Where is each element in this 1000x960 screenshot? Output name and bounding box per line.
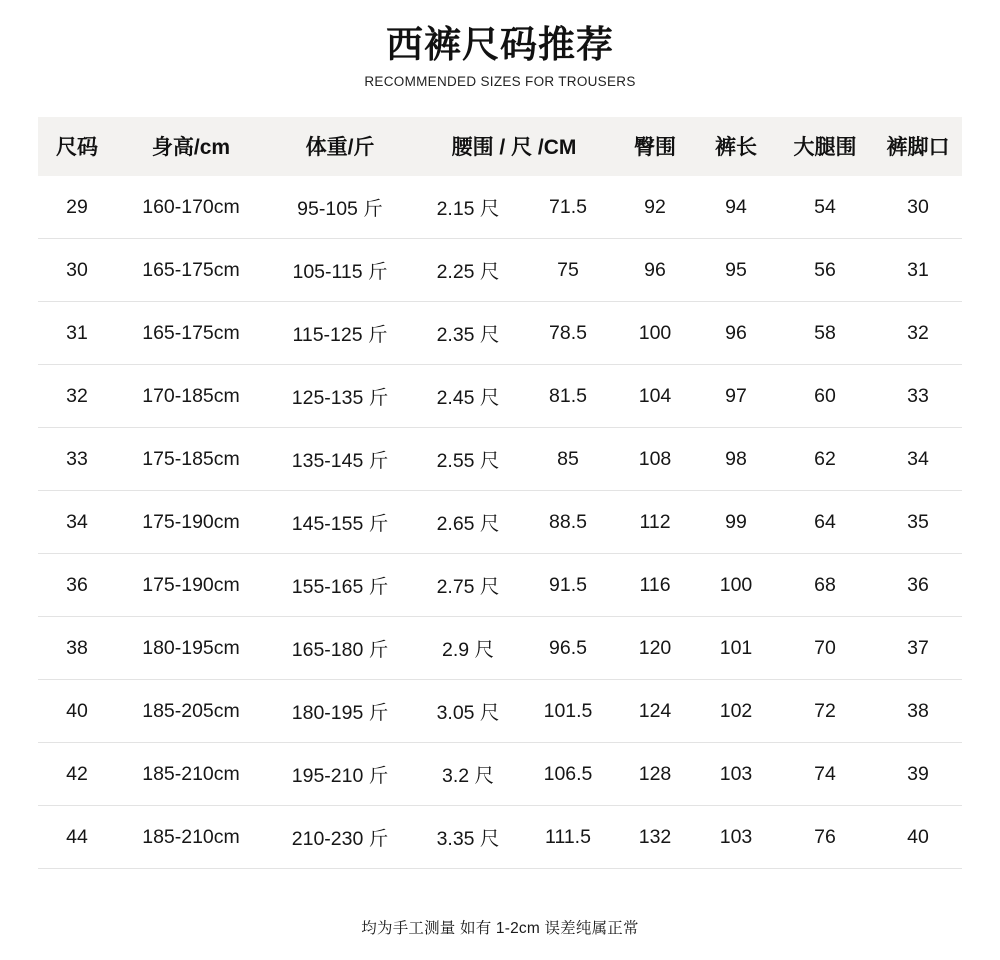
cell-waist-chi: 3.2 尺 [414,743,522,806]
cell-size: 30 [38,239,116,302]
cell-length: 96 [696,302,776,365]
cell-waist-chi: 2.35 尺 [414,302,522,365]
cell-weight: 210-230 斤 [266,806,414,869]
cell-length: 100 [696,554,776,617]
cell-cuff: 33 [874,365,962,428]
table-row [38,302,962,365]
table-row [38,428,962,491]
cell-thigh: 60 [776,365,874,428]
cell-cuff: 37 [874,617,962,680]
cell-waist-cm: 75 [522,239,614,302]
cell-waist-chi: 2.15 尺 [414,176,522,239]
measurement-note: 均为手工测量 如有 1-2cm 误差纯属正常 [361,920,639,937]
cell-size: 32 [38,365,116,428]
table-row [38,365,962,428]
table-row [38,239,962,302]
cell-length: 102 [696,680,776,743]
cell-waist-chi: 2.75 尺 [414,554,522,617]
column-header-weight: 体重/斤 [266,117,414,176]
table-row [38,554,962,617]
cell-weight: 180-195 斤 [266,680,414,743]
cell-height: 165-175cm [116,302,266,365]
cell-length: 97 [696,365,776,428]
cell-weight: 95-105 斤 [266,176,414,239]
cell-height: 180-195cm [116,617,266,680]
column-header-length: 裤长 [696,117,776,176]
cell-waist-cm: 101.5 [522,680,614,743]
cell-size: 31 [38,302,116,365]
cell-waist-chi: 2.65 尺 [414,491,522,554]
cell-thigh: 56 [776,239,874,302]
cell-thigh: 64 [776,491,874,554]
cell-waist-cm: 91.5 [522,554,614,617]
cell-hip: 96 [614,239,696,302]
column-header-waist: 腰围 / 尺 /CM [414,117,614,176]
cell-size: 29 [38,176,116,239]
table-row [38,806,962,869]
cell-height: 185-210cm [116,743,266,806]
cell-size: 40 [38,680,116,743]
cell-length: 101 [696,617,776,680]
table-row [38,617,962,680]
cell-hip: 124 [614,680,696,743]
cell-weight: 125-135 斤 [266,365,414,428]
cell-length: 95 [696,239,776,302]
cell-weight: 105-115 斤 [266,239,414,302]
column-header-thigh: 大腿围 [776,117,874,176]
cell-height: 160-170cm [116,176,266,239]
cell-waist-chi: 3.05 尺 [414,680,522,743]
cell-waist-cm: 88.5 [522,491,614,554]
cell-waist-chi: 2.55 尺 [414,428,522,491]
cell-length: 98 [696,428,776,491]
column-header-size: 尺码 [38,117,116,176]
cell-hip: 116 [614,554,696,617]
title-block [38,0,962,89]
cell-height: 175-185cm [116,428,266,491]
cell-height: 175-190cm [116,554,266,617]
cell-hip: 132 [614,806,696,869]
cell-waist-cm: 96.5 [522,617,614,680]
column-header-cuff: 裤脚口 [874,117,962,176]
cell-thigh: 74 [776,743,874,806]
cell-thigh: 76 [776,806,874,869]
cell-thigh: 68 [776,554,874,617]
cell-waist-cm: 106.5 [522,743,614,806]
column-header-height: 身高/cm [116,117,266,176]
cell-waist-chi: 2.45 尺 [414,365,522,428]
page-title: 西裤尺码推荐 [386,24,614,65]
size-table [38,117,962,869]
cell-hip: 120 [614,617,696,680]
table-header [38,117,962,176]
cell-hip: 100 [614,302,696,365]
cell-waist-cm: 111.5 [522,806,614,869]
cell-weight: 135-145 斤 [266,428,414,491]
cell-hip: 92 [614,176,696,239]
cell-cuff: 32 [874,302,962,365]
table-row [38,176,962,239]
table-row [38,743,962,806]
cell-cuff: 40 [874,806,962,869]
cell-weight: 145-155 斤 [266,491,414,554]
cell-waist-chi: 2.25 尺 [414,239,522,302]
cell-waist-chi: 2.9 尺 [414,617,522,680]
cell-length: 103 [696,806,776,869]
table-header-row [38,117,962,176]
cell-cuff: 31 [874,239,962,302]
cell-waist-cm: 78.5 [522,302,614,365]
cell-height: 185-210cm [116,806,266,869]
cell-thigh: 54 [776,176,874,239]
cell-height: 170-185cm [116,365,266,428]
cell-size: 36 [38,554,116,617]
cell-weight: 165-180 斤 [266,617,414,680]
cell-cuff: 39 [874,743,962,806]
cell-cuff: 38 [874,680,962,743]
page-subtitle: RECOMMENDED SIZES FOR TROUSERS [364,74,636,90]
cell-thigh: 58 [776,302,874,365]
cell-waist-cm: 71.5 [522,176,614,239]
column-header-hip: 臀围 [614,117,696,176]
cell-cuff: 34 [874,428,962,491]
cell-waist-cm: 85 [522,428,614,491]
cell-cuff: 30 [874,176,962,239]
cell-cuff: 36 [874,554,962,617]
table-row [38,491,962,554]
cell-thigh: 70 [776,617,874,680]
cell-size: 34 [38,491,116,554]
cell-cuff: 35 [874,491,962,554]
cell-thigh: 72 [776,680,874,743]
cell-size: 44 [38,806,116,869]
cell-height: 165-175cm [116,239,266,302]
table-row [38,680,962,743]
cell-hip: 128 [614,743,696,806]
cell-length: 103 [696,743,776,806]
cell-hip: 112 [614,491,696,554]
cell-size: 42 [38,743,116,806]
cell-hip: 108 [614,428,696,491]
cell-height: 185-205cm [116,680,266,743]
cell-size: 33 [38,428,116,491]
cell-weight: 115-125 斤 [266,302,414,365]
table-body [38,176,962,869]
cell-weight: 155-165 斤 [266,554,414,617]
cell-height: 175-190cm [116,491,266,554]
cell-length: 94 [696,176,776,239]
cell-size: 38 [38,617,116,680]
cell-waist-chi: 3.35 尺 [414,806,522,869]
cell-hip: 104 [614,365,696,428]
cell-length: 99 [696,491,776,554]
cell-waist-cm: 81.5 [522,365,614,428]
cell-weight: 195-210 斤 [266,743,414,806]
cell-thigh: 62 [776,428,874,491]
